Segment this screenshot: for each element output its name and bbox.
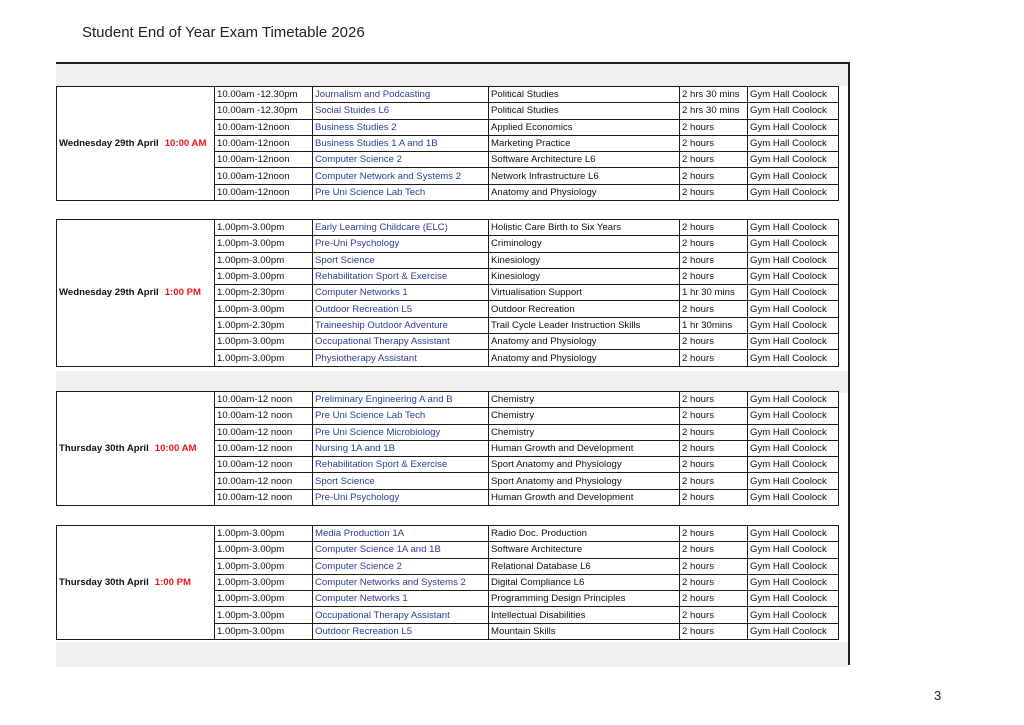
exam-venue: Gym Hall Coolock (748, 152, 839, 168)
exam-venue: Gym Hall Coolock (748, 168, 839, 184)
exam-duration: 2 hours (680, 591, 748, 607)
exam-duration: 2 hours (680, 184, 748, 200)
exam-duration: 2 hours (680, 607, 748, 623)
footer-band (56, 642, 848, 667)
exam-time: 1.00pm-3.00pm (215, 301, 313, 317)
course-name: Rehabilitation Sport & Exercise (313, 268, 489, 284)
exam-time: 10.00am-12 noon (215, 408, 313, 424)
separator-band (56, 371, 848, 393)
exam-time: 1.00pm-3.00pm (215, 350, 313, 366)
exam-time: 10.00am-12 noon (215, 457, 313, 473)
exam-subject: Software Architecture L6 (489, 152, 680, 168)
exam-duration: 2 hours (680, 350, 748, 366)
session-day: Wednesday 29th April (59, 287, 159, 299)
exam-duration: 2 hrs 30 mins (680, 103, 748, 119)
exam-duration: 2 hrs 30 mins (680, 87, 748, 103)
exam-subject: Anatomy and Physiology (489, 184, 680, 200)
exam-subject: Kinesiology (489, 268, 680, 284)
session-day: Thursday 30th April (59, 577, 149, 589)
exam-duration: 2 hours (680, 526, 748, 542)
course-name: Pre-Uni Psychology (313, 489, 489, 505)
exam-subject: Anatomy and Physiology (489, 334, 680, 350)
session-table (56, 391, 839, 506)
exam-time: 10.00am-12noon (215, 119, 313, 135)
exam-time: 1.00pm-2.30pm (215, 317, 313, 333)
course-name: Pre Uni Science Lab Tech (313, 184, 489, 200)
course-name: Business Studies 2 (313, 119, 489, 135)
exam-venue: Gym Hall Coolock (748, 220, 839, 236)
exam-duration: 2 hours (680, 408, 748, 424)
session-day-cell (57, 87, 215, 201)
course-name: Pre Uni Science Lab Tech (313, 408, 489, 424)
exam-subject: Applied Economics (489, 119, 680, 135)
exam-subject: Anatomy and Physiology (489, 350, 680, 366)
course-name: Computer Network and Systems 2 (313, 168, 489, 184)
exam-duration: 2 hours (680, 268, 748, 284)
exam-time: 10.00am-12noon (215, 135, 313, 151)
exam-time: 1.00pm-3.00pm (215, 252, 313, 268)
exam-subject: Radio Doc. Production (489, 526, 680, 542)
exam-venue: Gym Hall Coolock (748, 236, 839, 252)
exam-venue: Gym Hall Coolock (748, 285, 839, 301)
exam-time: 10.00am-12 noon (215, 424, 313, 440)
exam-venue: Gym Hall Coolock (748, 252, 839, 268)
exam-duration: 2 hours (680, 542, 748, 558)
exam-time: 1.00pm-3.00pm (215, 574, 313, 590)
exam-time: 10.00am -12.30pm (215, 87, 313, 103)
exam-venue: Gym Hall Coolock (748, 392, 839, 408)
exam-venue: Gym Hall Coolock (748, 301, 839, 317)
page-number: 3 (934, 688, 942, 703)
exam-duration: 2 hours (680, 489, 748, 505)
exam-subject: Human Growth and Development (489, 489, 680, 505)
exam-duration: 2 hours (680, 252, 748, 268)
course-name: Sport Science (313, 473, 489, 489)
session-table (56, 86, 839, 201)
exam-duration: 2 hours (680, 152, 748, 168)
course-name: Media Production 1A (313, 526, 489, 542)
exam-subject: Marketing Practice (489, 135, 680, 151)
exam-subject: Outdoor Recreation (489, 301, 680, 317)
header-band (56, 64, 848, 86)
session-day: Wednesday 29th April (59, 138, 159, 150)
course-name: Outdoor Recreation L5 (313, 623, 489, 639)
exam-duration: 2 hours (680, 424, 748, 440)
exam-time: 1.00pm-3.00pm (215, 268, 313, 284)
exam-duration: 2 hours (680, 440, 748, 456)
exam-duration: 2 hours (680, 457, 748, 473)
exam-duration: 2 hours (680, 135, 748, 151)
exam-duration: 1 hr 30 mins (680, 285, 748, 301)
exam-subject: Holistic Care Birth to Six Years (489, 220, 680, 236)
exam-subject: Trail Cycle Leader Instruction Skills (489, 317, 680, 333)
exam-subject: Criminology (489, 236, 680, 252)
exam-duration: 2 hours (680, 473, 748, 489)
course-name: Preliminary Engineering A and B (313, 392, 489, 408)
course-name: Pre-Uni Psychology (313, 236, 489, 252)
exam-time: 10.00am-12 noon (215, 473, 313, 489)
exam-venue: Gym Hall Coolock (748, 489, 839, 505)
table-row (57, 87, 839, 103)
exam-duration: 2 hours (680, 119, 748, 135)
exam-time: 10.00am-12 noon (215, 440, 313, 456)
course-name: Nursing 1A and 1B (313, 440, 489, 456)
exam-subject: Chemistry (489, 392, 680, 408)
course-name: Computer Science 2 (313, 152, 489, 168)
exam-subject: Human Growth and Development (489, 440, 680, 456)
session-day-cell (57, 526, 215, 640)
exam-subject: Kinesiology (489, 252, 680, 268)
exam-time: 10.00am-12noon (215, 184, 313, 200)
exam-venue: Gym Hall Coolock (748, 317, 839, 333)
exam-venue: Gym Hall Coolock (748, 440, 839, 456)
session-table (56, 525, 839, 640)
exam-duration: 1 hr 30mins (680, 317, 748, 333)
exam-duration: 2 hours (680, 301, 748, 317)
exam-venue: Gym Hall Coolock (748, 119, 839, 135)
course-name: Business Studies 1 A and 1B (313, 135, 489, 151)
course-name: Sport Science (313, 252, 489, 268)
exam-venue: Gym Hall Coolock (748, 424, 839, 440)
exam-subject: Programming Design Principles (489, 591, 680, 607)
exam-time: 10.00am-12noon (215, 168, 313, 184)
exam-venue: Gym Hall Coolock (748, 607, 839, 623)
exam-venue: Gym Hall Coolock (748, 558, 839, 574)
course-name: Early Learning Childcare (ELC) (313, 220, 489, 236)
course-name: Occupational Therapy Assistant (313, 607, 489, 623)
course-name: Rehabilitation Sport & Exercise (313, 457, 489, 473)
course-name: Social Stuides L6 (313, 103, 489, 119)
session-start-time: 1:00 PM (164, 287, 201, 299)
exam-time: 1.00pm-3.00pm (215, 334, 313, 350)
exam-duration: 2 hours (680, 574, 748, 590)
session-table (56, 219, 839, 367)
session-day-cell (57, 392, 215, 506)
page-title: Student End of Year Exam Timetable 2026 (82, 24, 365, 41)
exam-venue: Gym Hall Coolock (748, 87, 839, 103)
table-row (57, 526, 839, 542)
exam-duration: 2 hours (680, 236, 748, 252)
exam-time: 1.00pm-3.00pm (215, 220, 313, 236)
exam-subject: Network Infrastructure L6 (489, 168, 680, 184)
course-name: Physiotherapy Assistant (313, 350, 489, 366)
exam-duration: 2 hours (680, 392, 748, 408)
session-day-cell (57, 220, 215, 367)
exam-subject: Political Studies (489, 103, 680, 119)
exam-subject: Relational Database L6 (489, 558, 680, 574)
exam-time: 1.00pm-3.00pm (215, 558, 313, 574)
exam-subject: Software Architecture (489, 542, 680, 558)
exam-subject: Chemistry (489, 408, 680, 424)
exam-subject: Sport Anatomy and Physiology (489, 473, 680, 489)
session-start-time: 10:00 AM (154, 443, 197, 455)
course-name: Journalism and Podcasting (313, 87, 489, 103)
exam-venue: Gym Hall Coolock (748, 457, 839, 473)
exam-venue: Gym Hall Coolock (748, 574, 839, 590)
exam-subject: Political Studies (489, 87, 680, 103)
course-name: Computer Science 1A and 1B (313, 542, 489, 558)
exam-duration: 2 hours (680, 623, 748, 639)
exam-venue: Gym Hall Coolock (748, 268, 839, 284)
session-start-time: 1:00 PM (154, 577, 192, 589)
exam-venue: Gym Hall Coolock (748, 103, 839, 119)
exam-subject: Intellectual Disabilities (489, 607, 680, 623)
exam-duration: 2 hours (680, 220, 748, 236)
exam-subject: Chemistry (489, 424, 680, 440)
table-row (57, 220, 839, 236)
exam-venue: Gym Hall Coolock (748, 591, 839, 607)
course-name: Pre Uni Science Microbiology (313, 424, 489, 440)
exam-venue: Gym Hall Coolock (748, 135, 839, 151)
exam-time: 1.00pm-3.00pm (215, 526, 313, 542)
course-name: Outdoor Recreation L5 (313, 301, 489, 317)
course-name: Computer Networks and Systems 2 (313, 574, 489, 590)
exam-subject: Sport Anatomy and Physiology (489, 457, 680, 473)
session-day: Thursday 30th April (59, 443, 149, 455)
exam-time: 1.00pm-3.00pm (215, 591, 313, 607)
exam-subject: Digital Compliance L6 (489, 574, 680, 590)
exam-time: 10.00am-12 noon (215, 392, 313, 408)
exam-time: 1.00pm-3.00pm (215, 623, 313, 639)
exam-duration: 2 hours (680, 168, 748, 184)
exam-time: 10.00am-12noon (215, 152, 313, 168)
exam-venue: Gym Hall Coolock (748, 350, 839, 366)
course-name: Computer Networks 1 (313, 285, 489, 301)
exam-venue: Gym Hall Coolock (748, 526, 839, 542)
exam-subject: Mountain Skills (489, 623, 680, 639)
course-name: Computer Science 2 (313, 558, 489, 574)
exam-duration: 2 hours (680, 558, 748, 574)
exam-venue: Gym Hall Coolock (748, 623, 839, 639)
table-row (57, 392, 839, 408)
exam-duration: 2 hours (680, 334, 748, 350)
exam-venue: Gym Hall Coolock (748, 334, 839, 350)
course-name: Occupational Therapy Assistant (313, 334, 489, 350)
exam-time: 1.00pm-3.00pm (215, 607, 313, 623)
exam-time: 1.00pm-3.00pm (215, 542, 313, 558)
exam-venue: Gym Hall Coolock (748, 473, 839, 489)
course-name: Traineeship Outdoor Adventure (313, 317, 489, 333)
exam-subject: Virtualisation Support (489, 285, 680, 301)
exam-time: 10.00am -12.30pm (215, 103, 313, 119)
course-name: Computer Networks 1 (313, 591, 489, 607)
exam-time: 1.00pm-2.30pm (215, 285, 313, 301)
exam-venue: Gym Hall Coolock (748, 542, 839, 558)
exam-time: 10.00am-12 noon (215, 489, 313, 505)
session-start-time: 10:00 AM (164, 138, 207, 150)
exam-venue: Gym Hall Coolock (748, 408, 839, 424)
exam-venue: Gym Hall Coolock (748, 184, 839, 200)
exam-time: 1.00pm-3.00pm (215, 236, 313, 252)
